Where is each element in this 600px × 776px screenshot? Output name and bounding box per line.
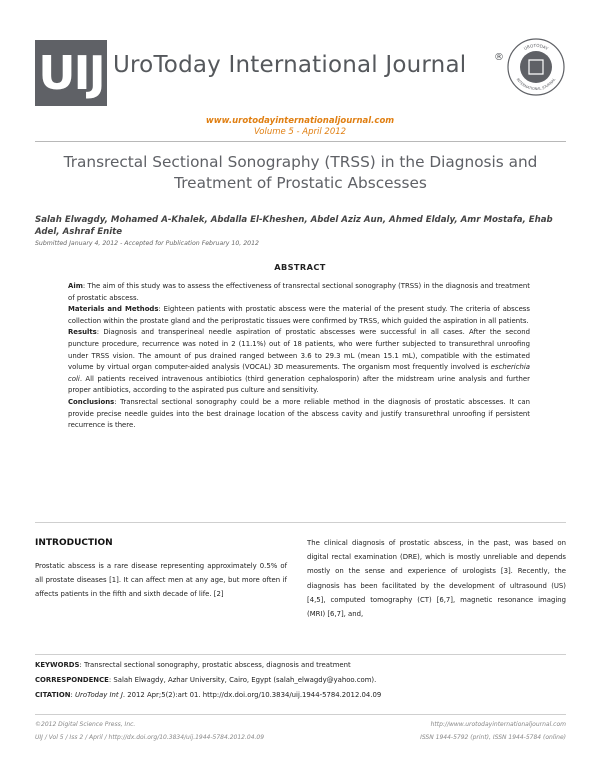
article-title — [35, 152, 566, 194]
seal-top-text: UROTODAY — [522, 42, 550, 52]
introduction-heading: INTRODUCTION — [35, 538, 113, 548]
volume-info: Volume 5 - April 2012 — [253, 127, 347, 137]
title-line-1: Transrectal Sectional Sonography (TRSS) in the Diagnosis and — [63, 153, 538, 171]
introduction-paragraph-right: The clinical diagnosis of prostatic abscess, in the past, was based on digital rectal examination (DRE), which is mostly unreliable and depends mostly on the sense and experience of urologists [3]. Recently, the diagnosis has been facilitated by the development of ultrasound (US) [4,5], computed tomography (CT) [6,7], magnetic resonance imaging (MRI) [6,7], and, — [307, 539, 566, 619]
introduction-right-column — [307, 536, 566, 621]
submission-dates: Submitted January 4, 2012 - Accepted for Publication February 10, 2012 — [35, 240, 259, 247]
copyright: ©2012 Digital Science Press, Inc. — [35, 721, 136, 728]
journal-seal-icon — [507, 38, 565, 96]
introduction-left-column — [35, 538, 287, 602]
issn-info: ISSN 1944-5792 (print), ISSN 1944-5784 (online) — [420, 734, 566, 741]
journal-website-link[interactable]: www.urotodayinternationaljournal.com — [205, 116, 395, 126]
doi-footer: UIJ / Vol 5 / Iss 2 / April / http://dx.doi.org/10.3834/uij.1944-5784.2012.04.09 — [35, 734, 265, 741]
correspondence-line: CORRESPONDENCE: Salah Elwagdy, Azhar University, Cairo, Egypt (salah_elwagdy@yahoo.com). — [35, 676, 377, 684]
divider — [35, 654, 566, 655]
journal-name: UroToday International Journal — [113, 52, 467, 78]
registered-mark: ® — [494, 52, 504, 63]
divider — [35, 522, 566, 523]
abstract-heading: ABSTRACT — [274, 262, 326, 272]
footer-website-link[interactable]: http://www.urotodayinternationaljournal.com — [430, 721, 566, 728]
seal-bottom-text: INTERNATIONAL JOURNAL — [515, 77, 557, 92]
abstract-aim: Aim: The aim of this study was to assess the effectiveness of transrectal sectional sonography (TRSS) in the diagnosis and treatment of prostatic abscess. — [68, 282, 530, 302]
abstract-conclusions: Conclusions: Transrectal sectional sonography could be a more reliable method in the diagnosis of prostatic abscesses. It can provide precise needle guides into the best drainage location of the abscess cavity and justify transurethral unroofing if persistent recurrence is there. — [68, 397, 530, 430]
journal-logo: UIJ — [35, 40, 107, 106]
abstract-methods: Materials and Methods: Eighteen patients with prostatic abscess were the material of the present study. The criteria of abscess collection within the prostate gland and the periprostatic tissues were confirmed by TRSS, which guided the aspiration in all patients. — [68, 305, 530, 325]
abstract-body — [68, 281, 530, 432]
author-list: Salah Elwagdy, Mohamed A-Khalek, Abdalla El-Kheshen, Abdel Aziz Aun, Ahmed Eldaly, Amr Mostafa, Ehab Adel, Ashraf Enite — [35, 215, 553, 237]
divider — [35, 141, 566, 142]
introduction-paragraph-left: Prostatic abscess is a rare disease representing approximately 0.5% of all prostate diseases [1]. It can affect men at any age, but more often if affects patients in the fifth and sixth decade of life. [2] — [35, 562, 287, 599]
abstract-results: Results: Diagnosis and transperineal needle aspiration of prostatic abscesses were successful in all cases. After the second puncture procedure, recurrence was noted in 2 (11.1%) out of 18 patients, who were further subjected to transurethral unroofing under TRSS vision. The amount of pus drained ranged between 3.6 to 29.3 mL (mean 15.1 mL), compatible with the estimated volume by virtual organ computer-aided analysis (VOCAL) 3D measurements. The organism most frequently involved is escherichia coli. All patients received intravenous antibiotics (third generation cephalosporin) after the midstream urine analysis and further proper antibiotics, according to the aspirated pus culture and sensitivity. — [68, 328, 530, 395]
keywords-line: KEYWORDS: Transrectal sectional sonography, prostatic abscess, diagnosis and treatment — [35, 661, 351, 669]
citation-line: CITATION: UroToday Int J. 2012 Apr;5(2):art 01. http://dx.doi.org/10.3834/uij.1944-5784.2012.04.09 — [35, 691, 382, 699]
divider — [35, 714, 566, 715]
title-line-2: Treatment of Prostatic Abscesses — [174, 174, 427, 192]
